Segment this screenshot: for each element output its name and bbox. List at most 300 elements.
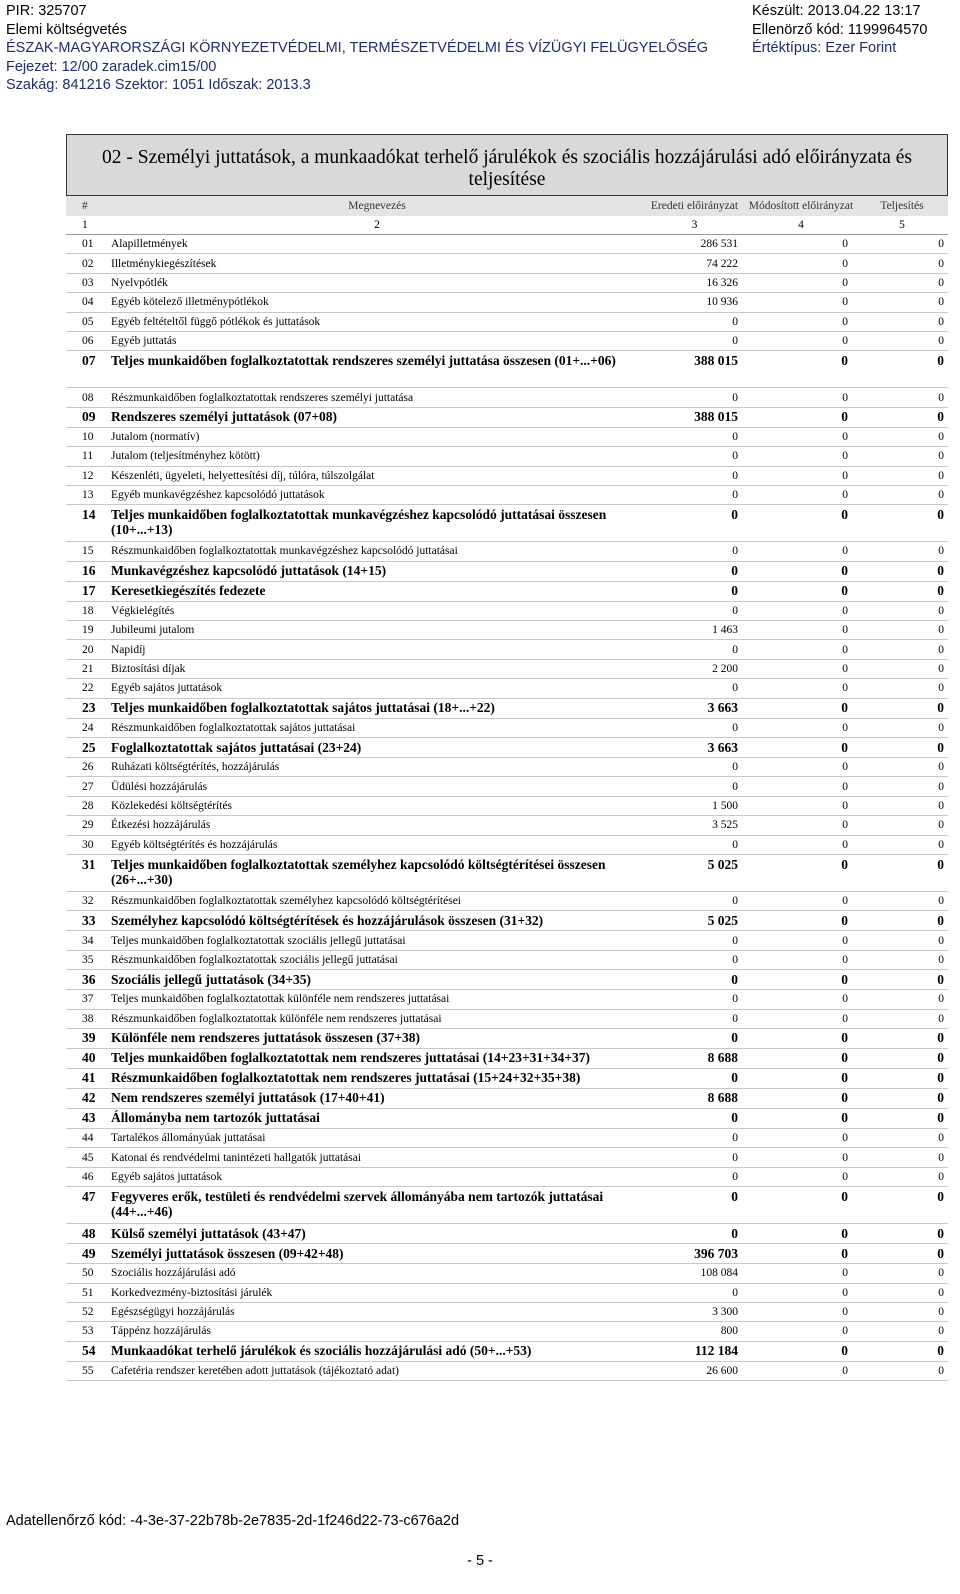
row-number: 07 <box>66 351 111 388</box>
modified-appropriation: 0 <box>746 777 856 796</box>
header-left-line: ÉSZAK-MAGYARORSZÁGI KÖRNYEZETVÉDELMI, TERMÉSZETVÉDELMI ÉS VÍZÜGYI FELÜGYELŐSÉG <box>6 40 709 57</box>
modified-appropriation: 0 <box>746 388 856 407</box>
col-index-num: 1 <box>66 216 111 235</box>
original-appropriation: 0 <box>643 640 746 659</box>
header-right-line: Készült: 2013.04.22 13:17 <box>752 3 921 19</box>
col-header-original: Eredeti előirányzat <box>643 196 746 216</box>
data-check-code: Adatellenőrző kód: -4-3e-37-22b78b-2e7835-2d-1f246d22-73-c676a2d <box>6 1513 460 1529</box>
row-label: Egyéb költségtérítés és hozzájárulás <box>111 835 643 854</box>
row-label: Fegyveres erők, testületi és rendvédelmi szervek állományába nem tartozók juttatásai (44+...+46) <box>111 1187 643 1224</box>
row-number: 38 <box>66 1009 111 1028</box>
row-number: 45 <box>66 1148 111 1167</box>
original-appropriation: 0 <box>643 542 746 561</box>
original-appropriation: 0 <box>643 1128 746 1147</box>
row-number: 50 <box>66 1264 111 1283</box>
row-label: Táppénz hozzájárulás <box>111 1322 643 1341</box>
table-row <box>66 447 948 466</box>
original-appropriation: 0 <box>643 970 746 990</box>
row-label: Részmunkaidőben foglalkoztatottak sajátos juttatásai <box>111 718 643 737</box>
table-row <box>66 505 948 542</box>
row-number: 43 <box>66 1108 111 1128</box>
row-number: 14 <box>66 505 111 542</box>
modified-appropriation: 0 <box>746 1088 856 1108</box>
original-appropriation: 3 300 <box>643 1302 746 1321</box>
header-left-line: PIR: 325707 <box>6 3 87 19</box>
original-appropriation: 0 <box>643 1028 746 1048</box>
row-number: 06 <box>66 331 111 350</box>
row-number: 16 <box>66 561 111 581</box>
row-label: Korkedvezmény-biztosítási járulék <box>111 1283 643 1302</box>
row-number: 22 <box>66 679 111 698</box>
fulfilment-value: 0 <box>856 351 948 388</box>
modified-appropriation: 0 <box>746 561 856 581</box>
original-appropriation: 5 025 <box>643 911 746 931</box>
original-appropriation: 3 663 <box>643 698 746 718</box>
original-appropriation: 0 <box>643 1108 746 1128</box>
modified-appropriation: 0 <box>746 931 856 950</box>
original-appropriation: 0 <box>643 485 746 504</box>
table-row <box>66 485 948 504</box>
table-body <box>66 235 948 1381</box>
modified-appropriation: 0 <box>746 293 856 312</box>
original-appropriation: 0 <box>643 427 746 446</box>
table-row <box>66 466 948 485</box>
modified-appropriation: 0 <box>746 718 856 737</box>
original-appropriation: 0 <box>643 581 746 601</box>
original-appropriation: 16 326 <box>643 273 746 292</box>
table-row <box>66 331 948 350</box>
modified-appropriation: 0 <box>746 950 856 969</box>
original-appropriation: 388 015 <box>643 407 746 427</box>
original-appropriation: 0 <box>643 601 746 620</box>
row-number: 42 <box>66 1088 111 1108</box>
modified-appropriation: 0 <box>746 485 856 504</box>
table-row <box>66 1187 948 1224</box>
row-number: 46 <box>66 1167 111 1186</box>
fulfilment-value: 0 <box>856 542 948 561</box>
fulfilment-value: 0 <box>856 1224 948 1244</box>
modified-appropriation: 0 <box>746 1302 856 1321</box>
fulfilment-value: 0 <box>856 621 948 640</box>
row-label: Étkezési hozzájárulás <box>111 816 643 835</box>
modified-appropriation: 0 <box>746 447 856 466</box>
fulfilment-value: 0 <box>856 777 948 796</box>
table-row <box>66 273 948 292</box>
modified-appropriation: 0 <box>746 427 856 446</box>
table-row <box>66 758 948 777</box>
fulfilment-value: 0 <box>856 1322 948 1341</box>
fulfilment-value: 0 <box>856 581 948 601</box>
row-number: 47 <box>66 1187 111 1224</box>
modified-appropriation: 0 <box>746 1148 856 1167</box>
table-row <box>66 388 948 407</box>
original-appropriation: 0 <box>643 1167 746 1186</box>
modified-appropriation: 0 <box>746 273 856 292</box>
modified-appropriation: 0 <box>746 505 856 542</box>
original-appropriation: 0 <box>643 505 746 542</box>
modified-appropriation: 0 <box>746 796 856 815</box>
table-row <box>66 581 948 601</box>
row-label: Közlekedési költségtérítés <box>111 796 643 815</box>
row-label: Jubileumi jutalom <box>111 621 643 640</box>
table-row <box>66 1108 948 1128</box>
table-row <box>66 312 948 331</box>
fulfilment-value: 0 <box>856 1148 948 1167</box>
table-row <box>66 911 948 931</box>
row-label: Részmunkaidőben foglalkoztatottak rendszeres személyi juttatása <box>111 388 643 407</box>
row-label: Teljes munkaidőben foglalkoztatottak szociális jellegű juttatásai <box>111 931 643 950</box>
original-appropriation: 800 <box>643 1322 746 1341</box>
table-row <box>66 835 948 854</box>
modified-appropriation: 0 <box>746 1322 856 1341</box>
original-appropriation: 0 <box>643 1283 746 1302</box>
table-row <box>66 1224 948 1244</box>
row-number: 09 <box>66 407 111 427</box>
modified-appropriation: 0 <box>746 351 856 388</box>
fulfilment-value: 0 <box>856 698 948 718</box>
row-label: Személyi juttatások összesen (09+42+48) <box>111 1244 643 1264</box>
fulfilment-value: 0 <box>856 331 948 350</box>
row-label: Foglalkoztatottak sajátos juttatásai (23+24) <box>111 738 643 758</box>
modified-appropriation: 0 <box>746 1068 856 1088</box>
row-number: 30 <box>66 835 111 854</box>
modified-appropriation: 0 <box>746 601 856 620</box>
fulfilment-value: 0 <box>856 1028 948 1048</box>
row-number: 55 <box>66 1361 111 1380</box>
table-row <box>66 738 948 758</box>
col-header-fulfilment: Teljesítés <box>856 196 948 216</box>
table-row <box>66 679 948 698</box>
modified-appropriation: 0 <box>746 990 856 1009</box>
col-index-modified: 4 <box>746 216 856 235</box>
row-number: 05 <box>66 312 111 331</box>
row-number: 20 <box>66 640 111 659</box>
modified-appropriation: 0 <box>746 640 856 659</box>
row-label: Napidíj <box>111 640 643 659</box>
row-number: 17 <box>66 581 111 601</box>
row-label: Ruházati költségtérítés, hozzájárulás <box>111 758 643 777</box>
original-appropriation: 5 025 <box>643 854 746 891</box>
row-number: 12 <box>66 466 111 485</box>
table-row <box>66 777 948 796</box>
modified-appropriation: 0 <box>746 235 856 254</box>
table-row <box>66 542 948 561</box>
fulfilment-value: 0 <box>856 1361 948 1380</box>
modified-appropriation: 0 <box>746 679 856 698</box>
row-number: 37 <box>66 990 111 1009</box>
row-label: Egyéb kötelező illetménypótlékok <box>111 293 643 312</box>
fulfilment-value: 0 <box>856 640 948 659</box>
row-number: 33 <box>66 911 111 931</box>
row-label: Cafetéria rendszer keretében adott juttatások (tájékoztató adat) <box>111 1361 643 1380</box>
row-number: 27 <box>66 777 111 796</box>
row-number: 41 <box>66 1068 111 1088</box>
row-label: Keresetkiegészítés fedezete <box>111 581 643 601</box>
fulfilment-value: 0 <box>856 1167 948 1186</box>
modified-appropriation: 0 <box>746 331 856 350</box>
original-appropriation: 74 222 <box>643 254 746 273</box>
row-label: Katonai és rendvédelmi tanintézeti hallgatók juttatásai <box>111 1148 643 1167</box>
table-row <box>66 718 948 737</box>
original-appropriation: 26 600 <box>643 1361 746 1380</box>
table-row <box>66 621 948 640</box>
modified-appropriation: 0 <box>746 1009 856 1028</box>
row-number: 01 <box>66 235 111 254</box>
row-label: Készenléti, ügyeleti, helyettesítési díj, túlóra, túlszolgálat <box>111 466 643 485</box>
fulfilment-value: 0 <box>856 854 948 891</box>
modified-appropriation: 0 <box>746 1264 856 1283</box>
modified-appropriation: 0 <box>746 1128 856 1147</box>
fulfilment-value: 0 <box>856 738 948 758</box>
modified-appropriation: 0 <box>746 1361 856 1380</box>
fulfilment-value: 0 <box>856 427 948 446</box>
header-left-line: Fejezet: 12/00 zaradek.cim15/00 <box>6 58 217 75</box>
modified-appropriation: 0 <box>746 911 856 931</box>
row-number: 44 <box>66 1128 111 1147</box>
row-label: Tartalékos állományúak juttatásai <box>111 1128 643 1147</box>
table-row <box>66 254 948 273</box>
modified-appropriation: 0 <box>746 621 856 640</box>
row-label: Teljes munkaidőben foglalkoztatottak sajátos juttatásai (18+...+22) <box>111 698 643 718</box>
row-number: 29 <box>66 816 111 835</box>
modified-appropriation: 0 <box>746 1187 856 1224</box>
fulfilment-value: 0 <box>856 1187 948 1224</box>
row-label: Egyéb juttatás <box>111 331 643 350</box>
fulfilment-value: 0 <box>856 485 948 504</box>
original-appropriation: 10 936 <box>643 293 746 312</box>
row-label: Szociális jellegű juttatások (34+35) <box>111 970 643 990</box>
row-number: 40 <box>66 1048 111 1068</box>
original-appropriation: 0 <box>643 1224 746 1244</box>
original-appropriation: 1 500 <box>643 796 746 815</box>
row-label: Egyéb feltételtől függő pótlékok és juttatások <box>111 312 643 331</box>
row-number: 02 <box>66 254 111 273</box>
table-row <box>66 891 948 910</box>
modified-appropriation: 0 <box>746 1167 856 1186</box>
fulfilment-value: 0 <box>856 1068 948 1088</box>
modified-appropriation: 0 <box>746 254 856 273</box>
modified-appropriation: 0 <box>746 659 856 678</box>
table-row <box>66 601 948 620</box>
col-header-name: Megnevezés <box>111 196 643 216</box>
row-number: 15 <box>66 542 111 561</box>
modified-appropriation: 0 <box>746 1341 856 1361</box>
row-number: 54 <box>66 1341 111 1361</box>
row-number: 35 <box>66 950 111 969</box>
original-appropriation: 0 <box>643 1148 746 1167</box>
original-appropriation: 2 200 <box>643 659 746 678</box>
row-label: Teljes munkaidőben foglalkoztatottak nem rendszeres juttatásai (14+23+31+34+37) <box>111 1048 643 1068</box>
modified-appropriation: 0 <box>746 970 856 990</box>
row-number: 26 <box>66 758 111 777</box>
report-title: 02 - Személyi juttatások, a munkaadókat terhelő járulékok és szociális hozzájárulási adó előirányzata és teljesítése <box>66 134 948 196</box>
modified-appropriation: 0 <box>746 854 856 891</box>
table-row <box>66 1009 948 1028</box>
original-appropriation: 0 <box>643 835 746 854</box>
fulfilment-value: 0 <box>856 388 948 407</box>
row-label: Teljes munkaidőben foglalkoztatottak személyhez kapcsolódó költségtérítései összesen (26+...+30) <box>111 854 643 891</box>
table-row <box>66 816 948 835</box>
table-row <box>66 235 948 254</box>
row-number: 08 <box>66 388 111 407</box>
original-appropriation: 0 <box>643 312 746 331</box>
modified-appropriation: 0 <box>746 738 856 758</box>
fulfilment-value: 0 <box>856 407 948 427</box>
table-row <box>66 561 948 581</box>
original-appropriation: 108 084 <box>643 1264 746 1283</box>
row-label: Személyhez kapcsolódó költségtérítések és hozzájárulások összesen (31+32) <box>111 911 643 931</box>
fulfilment-value: 0 <box>856 816 948 835</box>
table-row <box>66 796 948 815</box>
page-number: - 5 - <box>467 1553 493 1569</box>
original-appropriation: 388 015 <box>643 351 746 388</box>
original-appropriation: 396 703 <box>643 1244 746 1264</box>
fulfilment-value: 0 <box>856 891 948 910</box>
table-row <box>66 1244 948 1264</box>
table-row <box>66 427 948 446</box>
row-label: Illetménykiegészítések <box>111 254 643 273</box>
row-label: Részmunkaidőben foglalkoztatottak személyhez kapcsolódó költségtérítései <box>111 891 643 910</box>
row-number: 32 <box>66 891 111 910</box>
row-label: Teljes munkaidőben foglalkoztatottak rendszeres személyi juttatása összesen (01+...+06) <box>111 351 643 388</box>
fulfilment-value: 0 <box>856 293 948 312</box>
original-appropriation: 0 <box>643 1068 746 1088</box>
row-number: 28 <box>66 796 111 815</box>
row-label: Végkielégítés <box>111 601 643 620</box>
original-appropriation: 3 663 <box>643 738 746 758</box>
modified-appropriation: 0 <box>746 758 856 777</box>
data-table <box>66 196 948 1381</box>
fulfilment-value: 0 <box>856 659 948 678</box>
row-number: 11 <box>66 447 111 466</box>
fulfilment-value: 0 <box>856 254 948 273</box>
original-appropriation: 0 <box>643 561 746 581</box>
fulfilment-value: 0 <box>856 1264 948 1283</box>
row-label: Egészségügyi hozzájárulás <box>111 1302 643 1321</box>
row-label: Teljes munkaidőben foglalkoztatottak munkavégzéshez kapcsolódó juttatásai összesen (10+...+13) <box>111 505 643 542</box>
fulfilment-value: 0 <box>856 1009 948 1028</box>
col-index-original: 3 <box>643 216 746 235</box>
row-label: Rendszeres személyi juttatások (07+08) <box>111 407 643 427</box>
row-label: Egyéb munkavégzéshez kapcsolódó juttatások <box>111 485 643 504</box>
row-label: Részmunkaidőben foglalkoztatottak szociális jellegű juttatásai <box>111 950 643 969</box>
table-row <box>66 950 948 969</box>
fulfilment-value: 0 <box>856 1048 948 1068</box>
row-number: 34 <box>66 931 111 950</box>
table-row <box>66 1068 948 1088</box>
row-number: 19 <box>66 621 111 640</box>
col-index-fulfilment: 5 <box>856 216 948 235</box>
modified-appropriation: 0 <box>746 816 856 835</box>
original-appropriation: 0 <box>643 466 746 485</box>
table-row <box>66 1048 948 1068</box>
original-appropriation: 3 525 <box>643 816 746 835</box>
fulfilment-value: 0 <box>856 1341 948 1361</box>
row-number: 18 <box>66 601 111 620</box>
original-appropriation: 8 688 <box>643 1088 746 1108</box>
fulfilment-value: 0 <box>856 1283 948 1302</box>
original-appropriation: 0 <box>643 447 746 466</box>
row-label: Szociális hozzájárulási adó <box>111 1264 643 1283</box>
original-appropriation: 0 <box>643 679 746 698</box>
modified-appropriation: 0 <box>746 1224 856 1244</box>
original-appropriation: 0 <box>643 891 746 910</box>
row-number: 52 <box>66 1302 111 1321</box>
fulfilment-value: 0 <box>856 950 948 969</box>
table-row <box>66 698 948 718</box>
fulfilment-value: 0 <box>856 679 948 698</box>
fulfilment-value: 0 <box>856 718 948 737</box>
original-appropriation: 0 <box>643 990 746 1009</box>
column-index-row <box>66 216 948 235</box>
row-number: 10 <box>66 427 111 446</box>
row-label: Részmunkaidőben foglalkoztatottak munkavégzéshez kapcsolódó juttatásai <box>111 542 643 561</box>
row-label: Részmunkaidőben foglalkoztatottak nem rendszeres juttatásai (15+24+32+35+38) <box>111 1068 643 1088</box>
modified-appropriation: 0 <box>746 835 856 854</box>
fulfilment-value: 0 <box>856 1108 948 1128</box>
fulfilment-value: 0 <box>856 1088 948 1108</box>
row-label: Részmunkaidőben foglalkoztatottak különféle nem rendszeres juttatásai <box>111 1009 643 1028</box>
modified-appropriation: 0 <box>746 312 856 331</box>
fulfilment-value: 0 <box>856 235 948 254</box>
original-appropriation: 1 463 <box>643 621 746 640</box>
modified-appropriation: 0 <box>746 407 856 427</box>
row-label: Munkavégzéshez kapcsolódó juttatások (14+15) <box>111 561 643 581</box>
fulfilment-value: 0 <box>856 758 948 777</box>
original-appropriation: 0 <box>643 331 746 350</box>
row-number: 21 <box>66 659 111 678</box>
modified-appropriation: 0 <box>746 581 856 601</box>
row-number: 53 <box>66 1322 111 1341</box>
original-appropriation: 0 <box>643 718 746 737</box>
row-label: Nem rendszeres személyi juttatások (17+40+41) <box>111 1088 643 1108</box>
table-row <box>66 1167 948 1186</box>
modified-appropriation: 0 <box>746 1244 856 1264</box>
table-row <box>66 931 948 950</box>
fulfilment-value: 0 <box>856 990 948 1009</box>
row-number: 49 <box>66 1244 111 1264</box>
fulfilment-value: 0 <box>856 312 948 331</box>
table-row <box>66 1264 948 1283</box>
table-row <box>66 1028 948 1048</box>
row-number: 36 <box>66 970 111 990</box>
row-label: Jutalom (teljesítményhez kötött) <box>111 447 643 466</box>
header-right-line: Ellenörző kód: 1199964570 <box>752 21 928 38</box>
original-appropriation: 112 184 <box>643 1341 746 1361</box>
fulfilment-value: 0 <box>856 505 948 542</box>
original-appropriation: 0 <box>643 777 746 796</box>
row-number: 04 <box>66 293 111 312</box>
header-left-line: Szakág: 841216 Szektor: 1051 Időszak: 2013.3 <box>6 77 311 94</box>
original-appropriation: 0 <box>643 388 746 407</box>
table-row <box>66 1283 948 1302</box>
row-label: Üdülési hozzájárulás <box>111 777 643 796</box>
row-label: Teljes munkaidőben foglalkoztatottak különféle nem rendszeres juttatásai <box>111 990 643 1009</box>
table-row <box>66 659 948 678</box>
modified-appropriation: 0 <box>746 1048 856 1068</box>
fulfilment-value: 0 <box>856 931 948 950</box>
modified-appropriation: 0 <box>746 891 856 910</box>
modified-appropriation: 0 <box>746 1108 856 1128</box>
report-table <box>66 134 948 1381</box>
row-number: 13 <box>66 485 111 504</box>
row-label: Munkaadókat terhelő járulékok és szociális hozzájárulási adó (50+...+53) <box>111 1341 643 1361</box>
fulfilment-value: 0 <box>856 1244 948 1264</box>
table-row <box>66 1088 948 1108</box>
table-row <box>66 640 948 659</box>
fulfilment-value: 0 <box>856 970 948 990</box>
fulfilment-value: 0 <box>856 273 948 292</box>
